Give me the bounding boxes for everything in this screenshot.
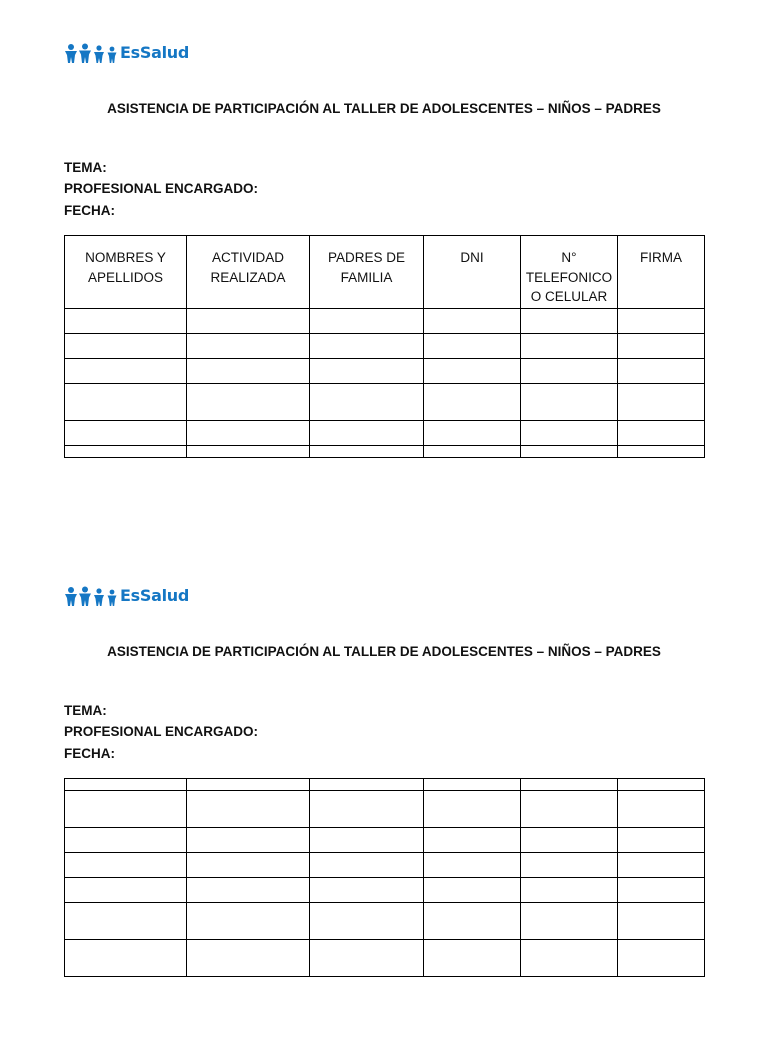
table-cell[interactable]	[618, 359, 705, 384]
tema-label: TEMA:	[64, 703, 107, 718]
table-cell[interactable]	[424, 853, 521, 878]
table-row	[65, 903, 705, 940]
table-cell[interactable]	[424, 359, 521, 384]
table-cell[interactable]	[521, 309, 618, 334]
table-row	[65, 446, 705, 458]
header-dni: DNI	[424, 236, 521, 309]
form-title: ASISTENCIA DE PARTICIPACIÓN AL TALLER DE ADOLESCENTES – NIÑOS – PADRES	[107, 101, 661, 116]
table-cell[interactable]	[424, 828, 521, 853]
table-cell[interactable]	[618, 779, 705, 791]
table-cell[interactable]	[310, 446, 424, 458]
table-cell[interactable]	[521, 878, 618, 903]
profesional-label: PROFESIONAL ENCARGADO:	[64, 181, 259, 196]
table-cell[interactable]	[618, 791, 705, 828]
table-cell[interactable]	[310, 334, 424, 359]
table-cell[interactable]	[618, 334, 705, 359]
people-icon	[64, 586, 122, 606]
table-header-row	[65, 236, 705, 309]
table-cell[interactable]	[521, 791, 618, 828]
table-cell[interactable]	[424, 903, 521, 940]
table-cell[interactable]	[65, 359, 187, 384]
table-cell[interactable]	[521, 903, 618, 940]
table-cell[interactable]	[424, 940, 521, 977]
header-telefono: N° TELEFONICO O CELULAR	[521, 236, 618, 309]
table-cell[interactable]	[618, 903, 705, 940]
table-cell[interactable]	[187, 779, 310, 791]
table-cell[interactable]	[618, 446, 705, 458]
header-nombres: NOMBRES Y APELLIDOS	[65, 236, 187, 309]
table-row	[65, 384, 705, 421]
table-cell[interactable]	[187, 791, 310, 828]
table-cell[interactable]	[310, 903, 424, 940]
table-cell[interactable]	[310, 940, 424, 977]
table-cell[interactable]	[521, 359, 618, 384]
table-cell[interactable]	[187, 853, 310, 878]
table-cell[interactable]	[618, 421, 705, 446]
attendance-form-1	[0, 0, 768, 500]
table-row	[65, 828, 705, 853]
table-cell[interactable]	[424, 779, 521, 791]
table-cell[interactable]	[618, 828, 705, 853]
table-cell[interactable]	[65, 791, 187, 828]
table-cell[interactable]	[618, 309, 705, 334]
table-cell[interactable]	[187, 940, 310, 977]
table-cell[interactable]	[65, 903, 187, 940]
table-cell[interactable]	[521, 853, 618, 878]
table-cell[interactable]	[310, 779, 424, 791]
fecha-label: FECHA:	[64, 746, 115, 761]
table-cell[interactable]	[65, 853, 187, 878]
table-cell[interactable]	[521, 334, 618, 359]
table-cell[interactable]	[424, 334, 521, 359]
table-cell[interactable]	[424, 421, 521, 446]
table-cell[interactable]	[187, 309, 310, 334]
table-cell[interactable]	[521, 779, 618, 791]
table-row	[65, 334, 705, 359]
table-cell[interactable]	[424, 446, 521, 458]
table-cell[interactable]	[65, 940, 187, 977]
table-cell[interactable]	[310, 309, 424, 334]
people-icon	[64, 43, 122, 63]
table-cell[interactable]	[310, 853, 424, 878]
table-row	[65, 940, 705, 977]
table-cell[interactable]	[424, 309, 521, 334]
attendance-table	[64, 235, 705, 458]
essalud-logo	[64, 42, 189, 64]
table-cell[interactable]	[65, 878, 187, 903]
table-row	[65, 359, 705, 384]
table-cell[interactable]	[187, 903, 310, 940]
table-cell[interactable]	[187, 421, 310, 446]
table-cell[interactable]	[618, 940, 705, 977]
essalud-logo	[64, 585, 189, 607]
table-cell[interactable]	[521, 421, 618, 446]
table-cell[interactable]	[310, 878, 424, 903]
header-firma: FIRMA	[618, 236, 705, 309]
table-cell[interactable]	[521, 828, 618, 853]
table-cell[interactable]	[187, 446, 310, 458]
table-cell[interactable]	[65, 384, 187, 421]
table-cell[interactable]	[187, 384, 310, 421]
table-cell[interactable]	[521, 940, 618, 977]
table-header-row	[65, 779, 705, 791]
table-cell[interactable]	[424, 878, 521, 903]
table-cell[interactable]	[187, 334, 310, 359]
table-row	[65, 421, 705, 446]
table-cell[interactable]	[424, 384, 521, 421]
attendance-table	[64, 778, 705, 977]
table-cell[interactable]	[187, 359, 310, 384]
table-cell[interactable]	[618, 878, 705, 903]
table-row	[65, 853, 705, 878]
form-title: ASISTENCIA DE PARTICIPACIÓN AL TALLER DE ADOLESCENTES – NIÑOS – PADRES	[107, 644, 661, 659]
table-cell[interactable]	[65, 309, 187, 334]
table-cell[interactable]	[65, 334, 187, 359]
table-cell[interactable]	[187, 878, 310, 903]
table-cell[interactable]	[65, 421, 187, 446]
fecha-label: FECHA:	[64, 203, 115, 218]
attendance-form-2	[0, 543, 768, 1043]
table-cell[interactable]	[65, 446, 187, 458]
table-cell[interactable]	[618, 384, 705, 421]
table-row	[65, 309, 705, 334]
table-row	[65, 791, 705, 828]
header-actividad: ACTIVIDAD REALIZADA	[187, 236, 310, 309]
table-cell[interactable]	[618, 853, 705, 878]
table-cell[interactable]	[65, 779, 187, 791]
table-cell[interactable]	[310, 421, 424, 446]
tema-label: TEMA:	[64, 160, 107, 175]
profesional-label: PROFESIONAL ENCARGADO:	[64, 724, 259, 739]
table-cell[interactable]	[424, 791, 521, 828]
table-cell[interactable]	[521, 446, 618, 458]
logo-wordmark: EsSalud	[120, 43, 190, 62]
logo-wordmark: EsSalud	[120, 586, 190, 605]
table-cell[interactable]	[521, 384, 618, 421]
header-padres: PADRES DE FAMILIA	[310, 236, 424, 309]
table-cell[interactable]	[310, 384, 424, 421]
table-cell[interactable]	[65, 828, 187, 853]
table-cell[interactable]	[310, 828, 424, 853]
table-cell[interactable]	[310, 359, 424, 384]
table-cell[interactable]	[310, 791, 424, 828]
table-cell[interactable]	[187, 828, 310, 853]
table-row	[65, 878, 705, 903]
